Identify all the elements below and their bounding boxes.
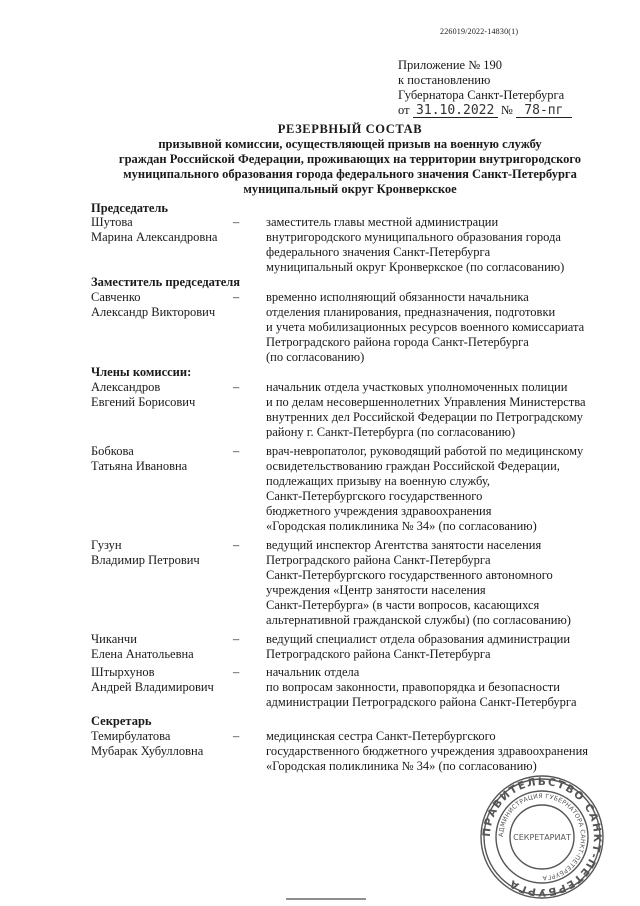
from-label: от: [398, 103, 410, 117]
decree-number: 78-пг: [516, 104, 572, 118]
member-position: временно исполняющий обязанности начальника отделения планирования, предназначения, подготовки и учета мобилизационных ресурсов военного комиссариата Петроградского района города Санкт-Петербурга (по согласованию): [266, 290, 585, 364]
section-secretary: Секретарь: [91, 714, 152, 728]
dash: –: [233, 215, 240, 229]
decree-date: 31.10.2022: [413, 104, 498, 118]
section-chairman: Председатель: [91, 201, 169, 215]
document-title: [0, 122, 640, 197]
svg-text:ПРАВИТЕЛЬСТВО САНКТ-ПЕТЕРБУРГА: ПРАВИТЕЛЬСТВО САНКТ-ПЕТЕРБУРГА: [480, 775, 604, 899]
member-name: Темирбулатова Мубарак Хубулловна: [91, 729, 204, 758]
title-sub-2: граждан Российской Федерации, проживающих на территории внутригородского: [118, 152, 582, 166]
member-name: Гузун Владимир Петрович: [91, 538, 200, 567]
member-name: Александров Евгений Борисович: [91, 380, 196, 409]
dash: –: [233, 380, 240, 394]
dash: –: [233, 665, 240, 679]
member-position: врач-невропатолог, руководящий работой по медицинскому освидетельствованию граждан Российской Федерации, подлежащих призыву на военную службу, Санкт-Петербургского государственного бюджетного учреждения здравоохранения «Городская поликлиника № 34» (по согласованию): [266, 444, 584, 533]
dash: –: [233, 729, 240, 743]
member-name: Савченко Александр Викторович: [91, 290, 216, 319]
official-seal-stamp: [478, 773, 606, 901]
member-name: Чиканчи Елена Анатольевна: [91, 632, 194, 661]
member-position: ведущий инспектор Агентства занятости населения Петроградского района Санкт-Петербурга Санкт-Петербургского государственного автономного учреждения «Центр занятости населения Санкт-Петербурга» (в части вопросов, касающихся альтернативной гражданской службы) (по согласованию): [266, 538, 571, 627]
title-main: РЕЗЕРВНЫЙ СОСТАВ: [277, 122, 423, 136]
appendix-date-line: [398, 103, 572, 118]
number-label: №: [500, 103, 513, 117]
member-name: Штырхунов Андрей Владимирович: [91, 665, 214, 694]
svg-text:АДМИНИСТРАЦИЯ ГУБЕРНАТОРА САНК: АДМИНИСТРАЦИЯ ГУБЕРНАТОРА САНКТ-ПЕТЕРБУРГА: [497, 792, 587, 882]
title-sub-4: муниципальный округ Кронверкское: [243, 182, 457, 196]
dash: –: [233, 538, 240, 552]
dash: –: [233, 290, 240, 304]
member-position: ведущий специалист отдела образования администрации Петроградского района Санкт-Петербурга: [266, 632, 571, 661]
dash: –: [233, 632, 240, 646]
appendix-line-3: Губернатора Санкт-Петербурга: [398, 88, 565, 102]
svg-text:СЕКРЕТАРИАТ: СЕКРЕТАРИАТ: [513, 833, 571, 842]
title-sub-3: муниципального образования города федерального значения Санкт-Петербурга: [123, 167, 577, 181]
appendix-block: [398, 58, 572, 118]
section-deputy: Заместитель председателя: [91, 275, 241, 289]
title-sub-1: призывной комиссии, осуществляющей призыв на военную службу: [158, 137, 542, 151]
page-edge-mark: [286, 898, 366, 900]
document-number: 226019/2022-14830(1): [440, 27, 519, 36]
section-members: Члены комиссии:: [91, 365, 192, 379]
appendix-line-1: Приложение № 190: [398, 58, 503, 72]
member-name: Бобкова Татьяна Ивановна: [91, 444, 188, 473]
member-name: Шутова Марина Александровна: [91, 215, 218, 244]
appendix-line-2: к постановлению: [398, 73, 491, 87]
member-position: медицинская сестра Санкт-Петербургского государственного бюджетного учреждения здравоохранения «Городская поликлиника № 34» (по согласованию): [266, 729, 589, 773]
dash: –: [233, 444, 240, 458]
member-position: заместитель главы местной администрации внутригородского муниципального образования города федерального значения Санкт-Петербурга муниципальный округ Кронверкское (по согласованию): [266, 215, 565, 274]
member-position: начальник отдела по вопросам законности, правопорядка и безопасности администрации Петроградского района Санкт-Петербурга: [266, 665, 577, 709]
member-position: начальник отдела участковых уполномоченных полиции и по делам несовершеннолетних Управления Министерства внутренних дел Российской Федерации по Петроградскому району г. Санкт-Петербурга (по согласованию): [266, 380, 586, 439]
seal-icon: [478, 773, 606, 901]
